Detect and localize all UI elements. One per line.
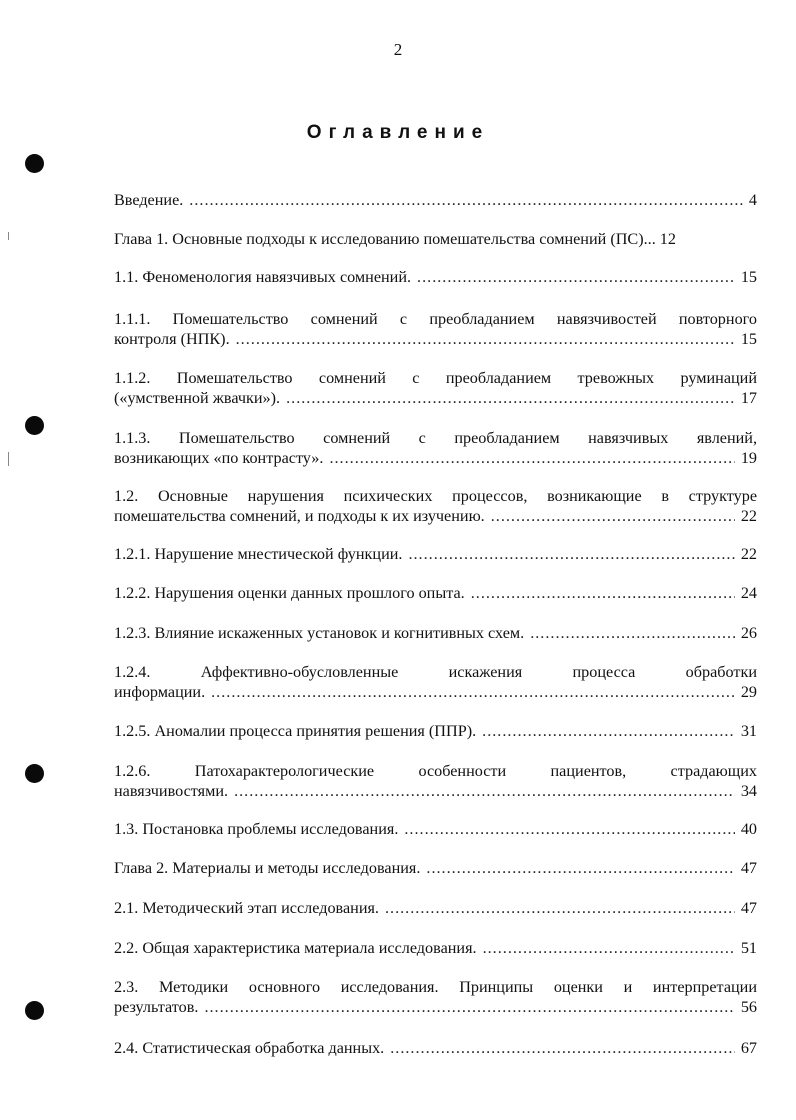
binder-hole <box>25 416 44 435</box>
page-title: Оглавление <box>306 122 490 143</box>
toc-entry-2-1[interactable]: 2.1. Методический этап исследования. ..... 47 <box>114 898 757 918</box>
toc-entry-2-3[interactable]: 2.3. Методики основного исследования. Принципы оценки и интерпретации результатов. ..... 56 <box>114 977 757 1017</box>
toc-entry-1-2[interactable]: 1.2. Основные нарушения психических процессов, возникающие в структуре помешательства сомнений, и подходы к их изучению. ..... 22 <box>114 486 757 526</box>
toc-entry-1-2-4[interactable]: 1.2.4. Аффективно-обусловленные искажения процесса обработки информации. ..... 29 <box>114 662 757 702</box>
toc-entry-1-1-1[interactable]: 1.1.1. Помешательство сомнений с преобладанием навязчивостей повторного контроля (НПК). ..... 15 <box>114 309 757 349</box>
toc-entry-1-2-3[interactable]: 1.2.3. Влияние искаженных установок и когнитивных схем. ..... 26 <box>114 623 757 643</box>
binder-hole <box>25 1001 44 1020</box>
binder-hole <box>25 154 44 173</box>
toc-entry-1-2-2[interactable]: 1.2.2. Нарушения оценки данных прошлого опыта. ..... 24 <box>114 583 757 603</box>
scan-mark <box>8 452 9 466</box>
toc-entry-2-4[interactable]: 2.4. Статистическая обработка данных. ..... 67 <box>114 1038 757 1058</box>
toc-entry-1-2-1[interactable]: 1.2.1. Нарушение мнестической функции. ..... 22 <box>114 544 757 564</box>
toc-entry-1-2-6[interactable]: 1.2.6. Патохарактерологические особенности пациентов, страдающих навязчивостями. ..... 34 <box>114 761 757 801</box>
toc-entry-2-2[interactable]: 2.2. Общая характеристика материала исследования. ..... 51 <box>114 938 757 958</box>
toc-entry-1-3[interactable]: 1.3. Постановка проблемы исследования. ..... 40 <box>114 819 757 839</box>
binder-hole <box>25 764 44 783</box>
scan-mark <box>8 232 9 240</box>
toc-entry-1-1-3[interactable]: 1.1.3. Помешательство сомнений с преобладанием навязчивых явлений, возникающих «по контрасту». ..... 19 <box>114 428 757 468</box>
page-number: 2 <box>393 40 403 59</box>
toc-entry-chapter-2[interactable]: Глава 2. Материалы и методы исследования. ..... 47 <box>114 858 757 878</box>
toc-entry-1-1[interactable]: 1.1. Феноменология навязчивых сомнений. ..... 15 <box>114 267 757 287</box>
toc-entry-1-1-2[interactable]: 1.1.2. Помешательство сомнений с преобладанием тревожных руминаций («умственной жвачки»). ..... 17 <box>114 368 757 408</box>
toc-entry-1-2-5[interactable]: 1.2.5. Аномалии процесса принятия решения (ППР). ..... 31 <box>114 721 757 741</box>
toc-entry-chapter-1[interactable]: Глава 1. Основные подходы к исследованию помешательства сомнений (ПС)... 12 <box>114 230 676 248</box>
toc-entry-intro[interactable]: Введение. ..... 4 <box>114 190 757 210</box>
